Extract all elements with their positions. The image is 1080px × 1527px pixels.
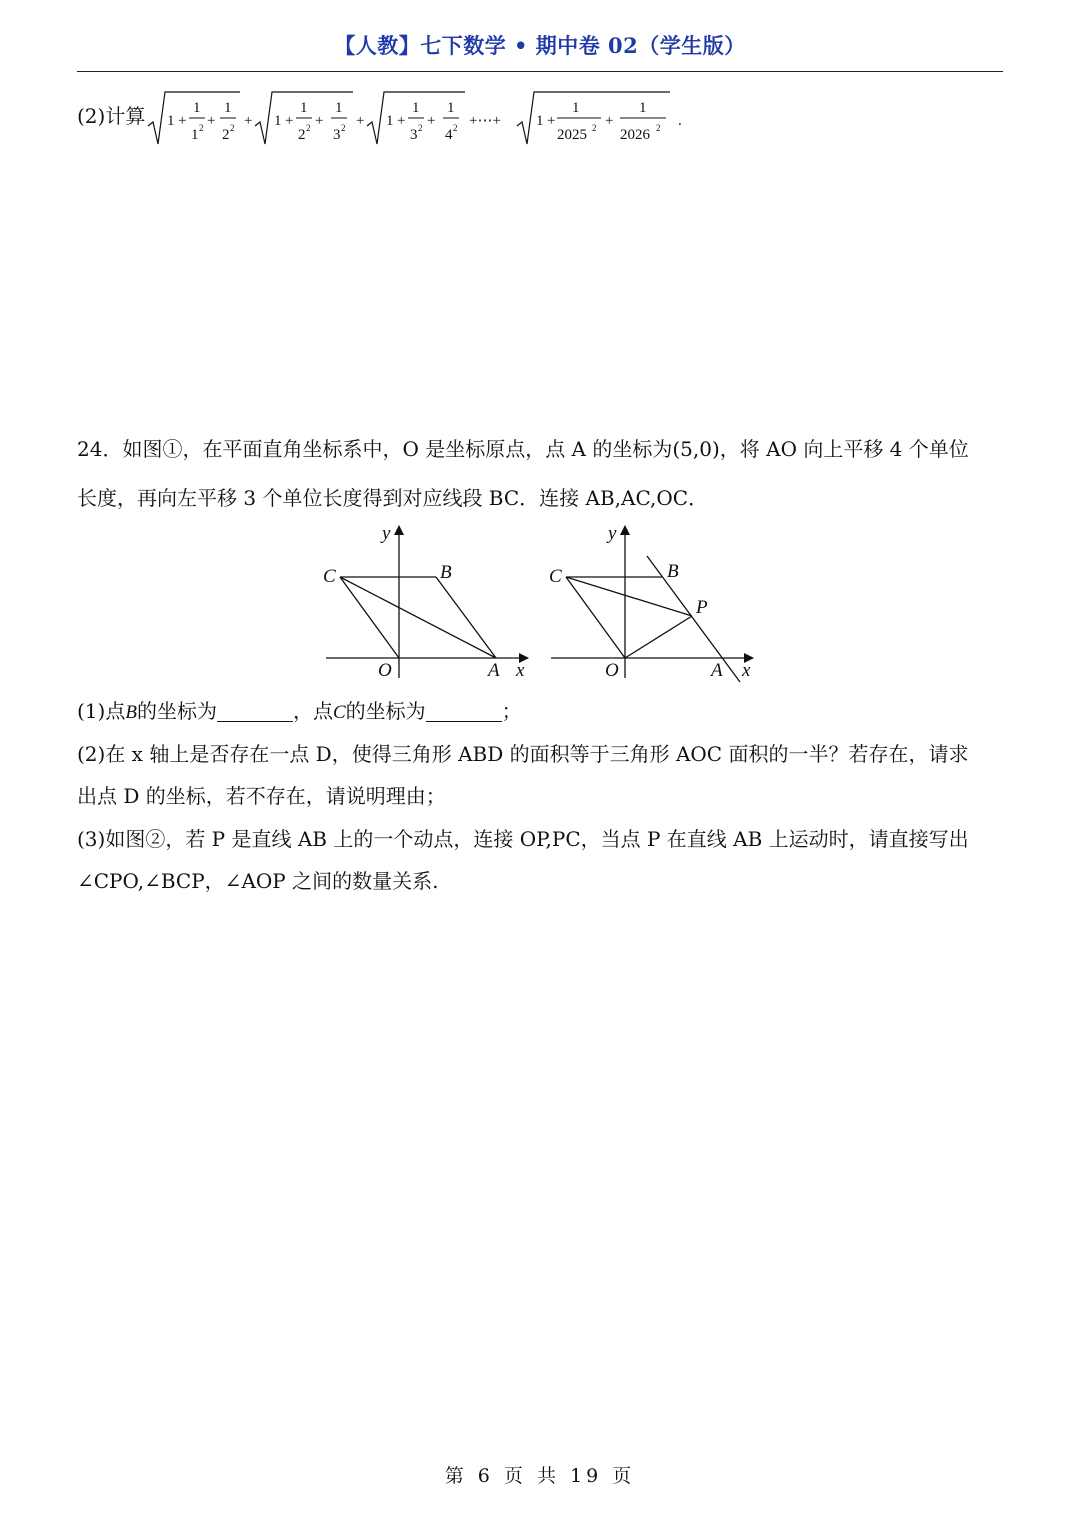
svg-text:2: 2	[592, 123, 597, 133]
answer-blank-B[interactable]	[217, 701, 293, 722]
svg-text:2: 2	[298, 127, 306, 143]
segment-OP	[625, 616, 692, 658]
label-y: y	[608, 523, 617, 544]
svg-text:+: +	[605, 113, 614, 129]
page-footer: 第 6 页 共 19 页	[444, 1465, 636, 1487]
figure-2	[541, 520, 761, 685]
svg-text:1: 1	[386, 113, 394, 129]
svg-text:2: 2	[222, 127, 230, 143]
svg-text:1: 1	[167, 113, 175, 129]
svg-text:2025: 2025	[557, 127, 587, 143]
svg-text:1: 1	[447, 100, 455, 116]
label-B: B	[667, 561, 679, 582]
segment-CP	[566, 577, 692, 616]
segment-BA	[436, 577, 496, 658]
q23-expression	[145, 88, 705, 150]
svg-text:+: +	[356, 113, 365, 129]
svg-text:1: 1	[639, 100, 647, 116]
svg-text:+: +	[285, 113, 294, 129]
label-x: x	[742, 660, 751, 681]
q23-part2-label: (2)计算	[77, 104, 146, 128]
segment-CA	[340, 577, 496, 658]
figure-1	[316, 520, 536, 685]
svg-text:2: 2	[230, 123, 235, 133]
q24-part3-line1: (3)如图②，若 P 是直线 AB 上的一个动点，连接 OP,PC，当点 P 在直线 AB 上运动时，请直接写出	[77, 827, 969, 851]
svg-text:1: 1	[274, 113, 282, 129]
svg-text:2: 2	[199, 123, 204, 133]
svg-text:+: +	[397, 113, 406, 129]
page-header-title: 【人教】七下数学 • 期中卷 02（学生版）	[334, 33, 746, 58]
svg-text:1: 1	[335, 100, 343, 116]
label-y: y	[382, 523, 391, 544]
svg-text:2: 2	[656, 123, 661, 133]
svg-text:2: 2	[306, 123, 311, 133]
svg-text:1: 1	[191, 127, 199, 143]
svg-text:2: 2	[418, 123, 423, 133]
segment-CO	[566, 577, 625, 658]
svg-text:1: 1	[300, 100, 308, 116]
svg-text:3: 3	[410, 127, 418, 143]
label-B: B	[440, 562, 452, 583]
svg-text:2: 2	[453, 123, 458, 133]
svg-text:+: +	[427, 113, 436, 129]
svg-text:+⋯+: +⋯+	[469, 113, 501, 129]
svg-text:1: 1	[536, 113, 544, 129]
svg-text:2026: 2026	[620, 127, 650, 143]
segment-CO	[340, 577, 399, 658]
label-O: O	[378, 660, 392, 681]
line-AB	[647, 556, 740, 682]
label-O: O	[605, 660, 619, 681]
svg-text:+: +	[178, 113, 187, 129]
q24-part1: (1)点B的坐标为 ，点C的坐标为 ；	[77, 699, 522, 723]
radical-term-3	[367, 92, 465, 144]
svg-text:+: +	[244, 113, 253, 129]
q24-part3-line2: ∠CPO,∠BCP，∠AOP 之间的数量关系.	[77, 869, 439, 893]
q24-part2-line1: (2)在 x 轴上是否存在一点 D，使得三角形 ABD 的面积等于三角形 AOC 面积的一半？若存在，请求	[77, 742, 969, 766]
svg-text:3: 3	[333, 127, 341, 143]
label-C: C	[549, 566, 562, 587]
answer-blank-C[interactable]	[426, 701, 502, 722]
svg-text:1: 1	[193, 100, 201, 116]
header-divider	[77, 71, 1003, 72]
q24-stem-line1: 24．如图①，在平面直角坐标系中，O 是坐标原点，点 A 的坐标为(5,0)，将 AO 向上平移 4 个单位	[77, 437, 969, 461]
svg-text:4: 4	[445, 127, 453, 143]
label-x: x	[516, 660, 525, 681]
svg-text:1: 1	[224, 100, 232, 116]
svg-text:2: 2	[341, 123, 346, 133]
svg-text:.: .	[678, 113, 682, 129]
label-A: A	[711, 660, 723, 681]
label-P: P	[696, 597, 708, 618]
label-A: A	[488, 660, 500, 681]
q24-stem-line2: 长度，再向左平移 3 个单位长度得到对应线段 BC．连接 AB,AC,OC．	[77, 486, 709, 510]
radical-term-1	[148, 92, 240, 144]
svg-text:+: +	[315, 113, 324, 129]
q24-part2-line2: 出点 D 的坐标，若不存在，请说明理由；	[77, 784, 446, 808]
svg-text:+: +	[547, 113, 556, 129]
radical-term-4	[517, 92, 670, 144]
radical-term-2	[255, 92, 353, 144]
svg-text:+: +	[207, 113, 216, 129]
svg-text:1: 1	[412, 100, 420, 116]
label-C: C	[323, 566, 336, 587]
svg-text:1: 1	[572, 100, 580, 116]
